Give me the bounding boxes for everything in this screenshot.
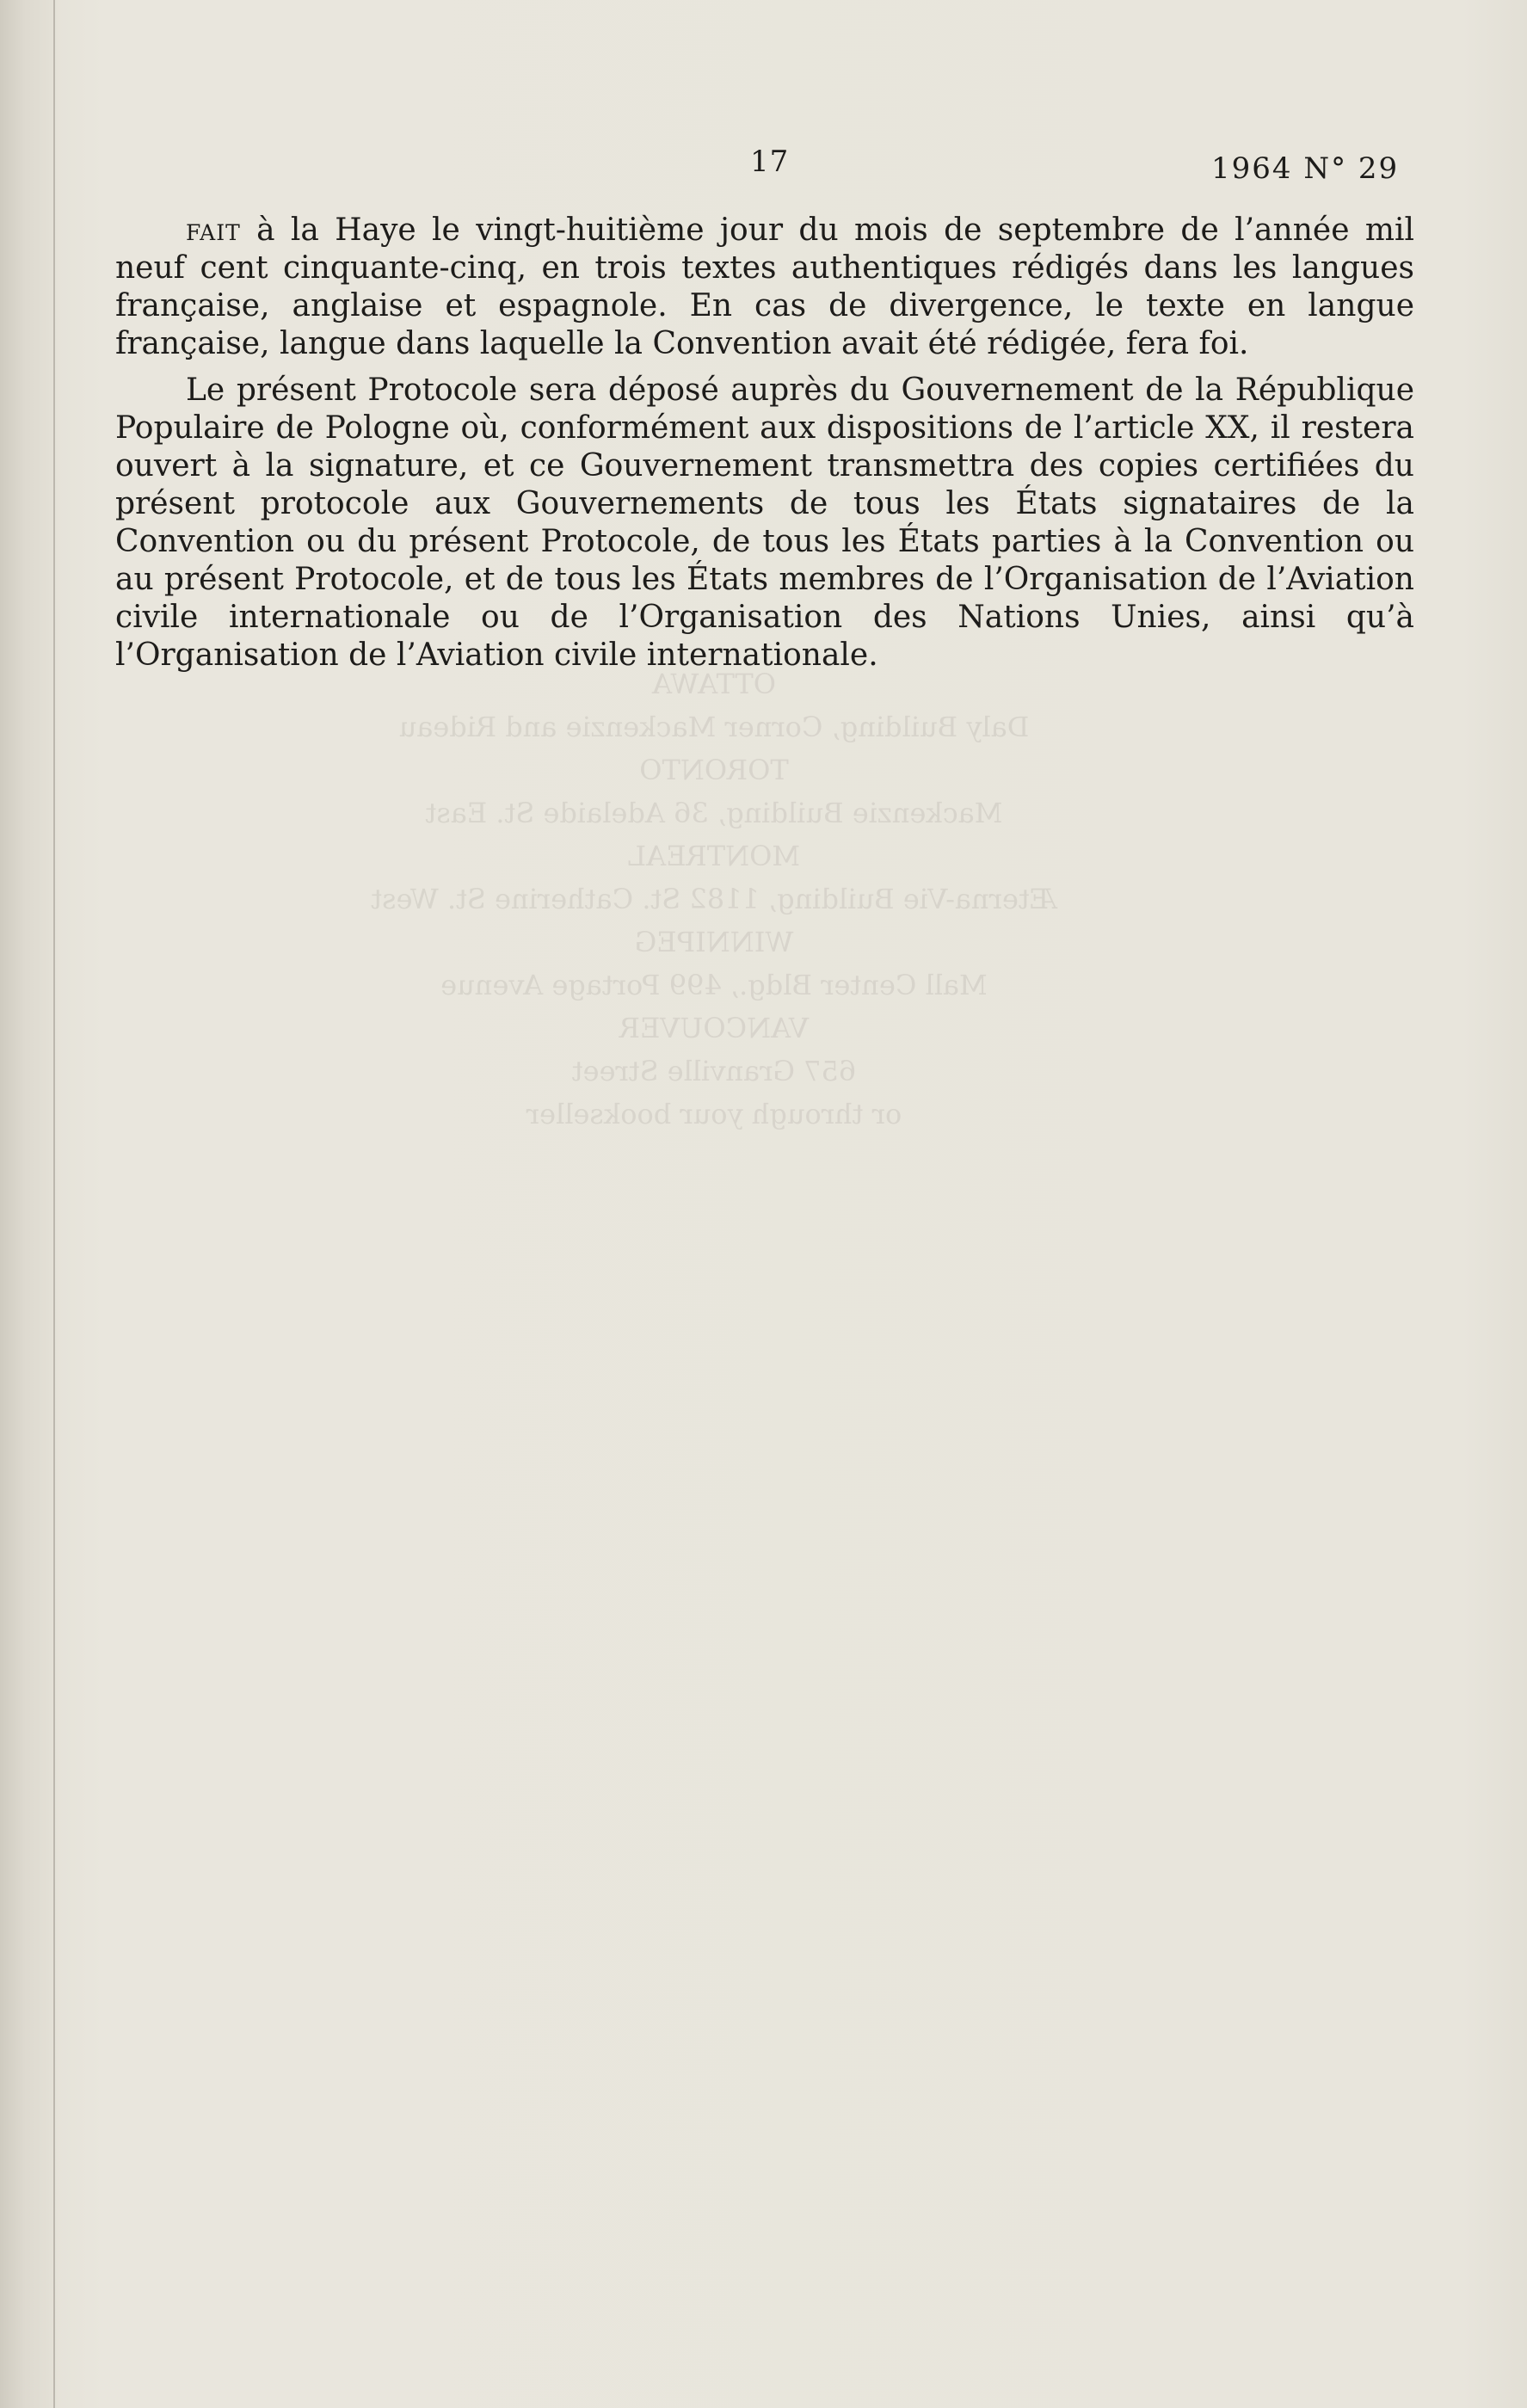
paragraph-1 — [115, 212, 1414, 363]
page-number: 17 — [750, 145, 790, 179]
paragraph-2 — [115, 372, 1414, 674]
paragraph-text: Le présent Protocole sera déposé auprès du Gouvernement de la République Populaire de Pologne où, conformément aux dispositions de l’article XX, il restera ouvert à la signature, et ce Gouvernement transmettra des copies certifiées du présent protocole aux Gouvernements de tous les États signataires de la Convention ou du présent Protocole, de tous les États parties à la Convention ou au présent Protocole, et de tous les États membres de l’Organisation de l’Aviation civile internationale ou de l’Organisation des Nations Unies, ainsi qu’à l’Organisation de l’Aviation civile internationale. — [115, 373, 1414, 673]
binding-edge — [0, 0, 60, 2408]
paragraph-lead-word: fait — [186, 212, 241, 248]
binding-line — [53, 0, 55, 2408]
reverse-side-show-through: OTTAWA Daly Building, Corner Mackenzie and Rideau TORONTO Mackenzie Building, 36 Adelaide St. East MONTREAL Æterna-Vie Building, 1182 St. Catherine St. West WINNIPEG Mall Center Bldg., 499 Portage Avenue VANCOUVER 657 Granville Street or through your bookseller — [371, 668, 1057, 1130]
paragraph-text: à la Haye le vingt-huitième jour du mois de septembre de l’année mil neuf cent cinquante-cinq, en trois textes authentiques rédigés dans les langues française, anglaise et espagnole. En cas de divergence, le texte en langue française, langue dans laquelle la Convention avait été rédigée, fera foi. — [115, 212, 1414, 361]
document-reference: 1964 N° 29 — [1211, 151, 1400, 186]
